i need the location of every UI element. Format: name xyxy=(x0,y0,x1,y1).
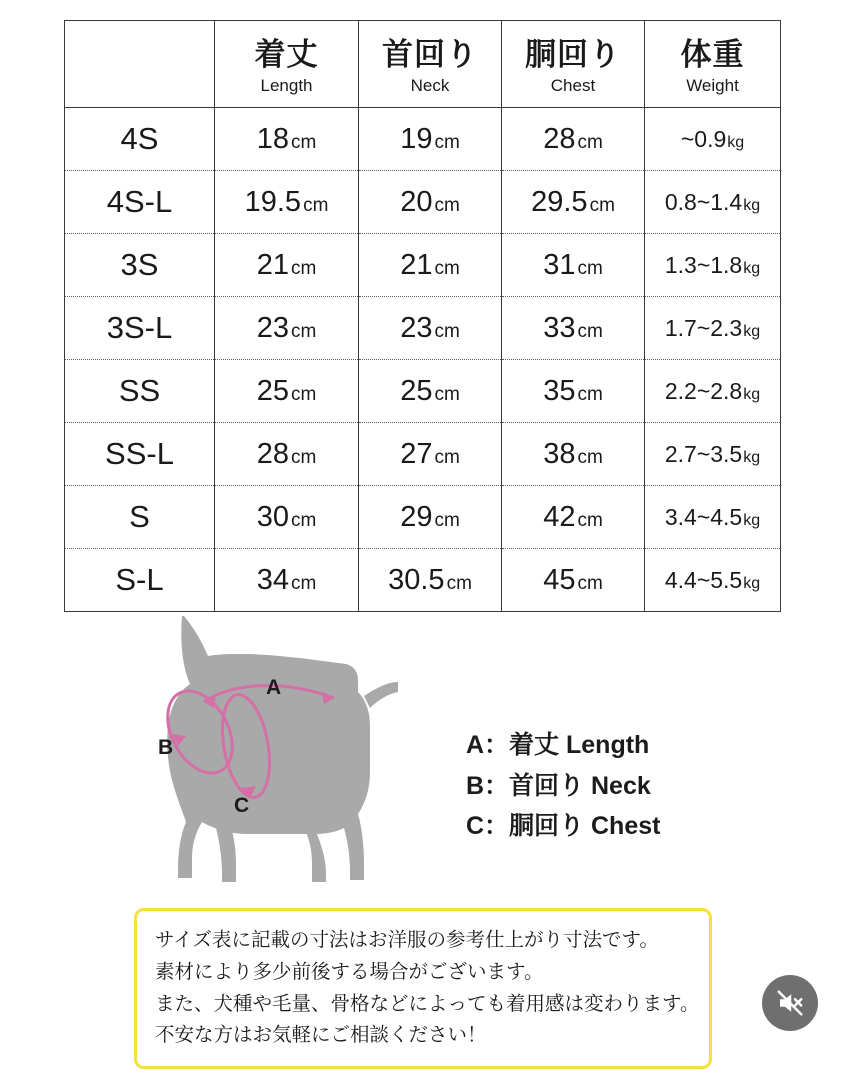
cell-weight-value: 0.8~1.4 xyxy=(664,188,743,215)
cell-weight xyxy=(645,423,781,486)
cell-neck xyxy=(359,108,502,171)
header-weight-en: Weight xyxy=(686,75,739,95)
table-row xyxy=(65,171,781,234)
cell-length xyxy=(215,360,359,423)
cell-size: SS-L xyxy=(65,423,215,486)
cell-chest-unit: cm xyxy=(577,446,603,468)
cell-neck-value: 21 xyxy=(400,248,433,281)
table-row xyxy=(65,234,781,297)
cell-chest-unit: cm xyxy=(577,257,603,279)
mute-button[interactable] xyxy=(762,975,818,1031)
cell-weight xyxy=(645,297,781,360)
cell-weight-unit: kg xyxy=(743,448,761,466)
dog-measurement-diagram xyxy=(120,596,450,896)
note-line-2: 素材により多少前後する場合がございます。 xyxy=(155,960,544,983)
table-row xyxy=(65,360,781,423)
cell-chest-value: 45 xyxy=(543,563,576,596)
cell-chest xyxy=(502,297,645,360)
measurement-legend xyxy=(466,725,660,847)
cell-length-value: 23 xyxy=(256,311,289,344)
cell-weight-value: 2.2~2.8 xyxy=(664,377,743,404)
dog-diagram-svg xyxy=(120,596,450,896)
cell-length xyxy=(215,108,359,171)
cell-weight-unit: kg xyxy=(743,196,761,214)
cell-length-value: 21 xyxy=(256,248,289,281)
cell-weight-value: 3.4~4.5 xyxy=(664,503,743,530)
cell-neck-value: 29 xyxy=(400,500,433,533)
cell-chest-unit: cm xyxy=(577,320,603,342)
cell-length-unit: cm xyxy=(290,572,317,594)
cell-neck-value: 23 xyxy=(400,311,433,344)
cell-weight-value: 1.3~1.8 xyxy=(664,251,743,278)
header-cell-blank xyxy=(65,21,215,108)
cell-neck-value: 25 xyxy=(400,374,433,407)
cell-chest-value: 38 xyxy=(543,437,576,470)
cell-chest-unit: cm xyxy=(577,383,603,405)
note-line-4: 不安な方はお気軽にご相談ください！ xyxy=(155,1024,487,1047)
cell-neck-unit: cm xyxy=(446,572,472,594)
cell-chest-unit: cm xyxy=(577,509,603,531)
cell-neck-unit: cm xyxy=(434,257,460,279)
cell-size: 3S xyxy=(65,234,215,297)
legend-item-b: B：首回り Neck xyxy=(466,771,651,800)
cell-length-unit: cm xyxy=(290,446,317,468)
cell-neck-unit: cm xyxy=(434,446,460,468)
cell-size: 4S xyxy=(65,108,215,171)
cell-neck-value: 30.5 xyxy=(388,563,445,596)
cell-neck-unit: cm xyxy=(434,383,460,405)
note-line-3: また、犬種や毛量、骨格などによっても着用感は変わります。 xyxy=(155,992,700,1015)
table-header-row xyxy=(65,21,781,108)
header-neck-jp: 首回り xyxy=(382,37,478,73)
header-weight-jp: 体重 xyxy=(680,37,745,73)
cell-length-unit: cm xyxy=(303,194,329,216)
cell-chest xyxy=(502,486,645,549)
cell-length-value: 34 xyxy=(256,563,289,596)
cell-chest-value: 35 xyxy=(543,374,576,407)
cell-neck-value: 27 xyxy=(400,437,433,470)
cell-length-value: 28 xyxy=(256,437,289,470)
cell-length xyxy=(215,171,359,234)
cell-length-value: 19.5 xyxy=(244,185,302,218)
cell-chest xyxy=(502,423,645,486)
cell-weight xyxy=(645,360,781,423)
diagram-label-b: B xyxy=(158,736,174,759)
cell-neck-unit: cm xyxy=(434,131,460,153)
cell-length xyxy=(215,423,359,486)
header-length-en: Length xyxy=(260,75,313,95)
cell-chest xyxy=(502,234,645,297)
cell-length-unit: cm xyxy=(290,257,317,279)
cell-weight-value: 4.4~5.5 xyxy=(664,566,743,593)
cell-length xyxy=(215,234,359,297)
header-cell-length xyxy=(215,21,359,108)
cell-chest-value: 28 xyxy=(543,122,576,155)
cell-weight-unit: kg xyxy=(743,385,761,403)
table-row xyxy=(65,486,781,549)
cell-size: 4S-L xyxy=(65,171,215,234)
cell-length-value: 25 xyxy=(256,374,289,407)
cell-length xyxy=(215,297,359,360)
cell-size: SS xyxy=(65,360,215,423)
header-cell-weight xyxy=(645,21,781,108)
table-row xyxy=(65,108,781,171)
cell-length-value: 30 xyxy=(256,500,289,533)
cell-chest-unit: cm xyxy=(577,131,603,153)
cell-chest xyxy=(502,171,645,234)
cell-weight-unit: kg xyxy=(743,511,761,529)
cell-chest xyxy=(502,360,645,423)
cell-weight-unit: kg xyxy=(743,574,761,592)
legend-item-c: C：胴回り Chest xyxy=(466,812,661,840)
cell-weight xyxy=(645,549,781,612)
cell-chest xyxy=(502,549,645,612)
cell-chest-value: 33 xyxy=(543,311,576,344)
diagram-label-c: C xyxy=(234,794,250,817)
cell-length-unit: cm xyxy=(290,320,317,342)
cell-length xyxy=(215,486,359,549)
cell-neck-value: 19 xyxy=(400,122,433,155)
cell-length-unit: cm xyxy=(290,131,317,153)
cell-length-unit: cm xyxy=(290,383,317,405)
cell-weight-unit: kg xyxy=(743,322,761,340)
cell-chest-unit: cm xyxy=(577,572,603,594)
speaker-muted-icon xyxy=(775,988,805,1018)
legend-item-a: A：着丈 Length xyxy=(466,731,650,759)
cell-size: S-L xyxy=(65,549,215,612)
cell-weight-unit: kg xyxy=(743,259,761,277)
table-row xyxy=(65,423,781,486)
table-row xyxy=(65,297,781,360)
cell-weight xyxy=(645,234,781,297)
dog-silhouette-icon xyxy=(167,616,398,882)
cell-chest-value: 31 xyxy=(543,248,576,281)
size-chart-table-container xyxy=(64,20,780,612)
cell-chest-value: 42 xyxy=(543,500,576,533)
cell-neck-unit: cm xyxy=(434,509,460,531)
cell-chest xyxy=(502,108,645,171)
cell-size: S xyxy=(65,486,215,549)
cell-neck-unit: cm xyxy=(434,320,460,342)
header-cell-chest xyxy=(502,21,645,108)
cell-length-unit: cm xyxy=(290,509,317,531)
cell-neck xyxy=(359,486,502,549)
header-chest-jp: 胴回り xyxy=(525,37,621,73)
cell-weight xyxy=(645,486,781,549)
cell-neck xyxy=(359,360,502,423)
size-chart-table xyxy=(64,20,781,612)
note-line-1: サイズ表に記載の寸法はお洋服の参考仕上がり寸法です。 xyxy=(155,929,659,951)
cell-neck xyxy=(359,234,502,297)
table-body xyxy=(65,108,781,612)
cell-weight xyxy=(645,108,781,171)
cell-size: 3S-L xyxy=(65,297,215,360)
cell-neck-unit: cm xyxy=(434,194,460,216)
note-box xyxy=(134,908,712,1069)
cell-weight-unit: kg xyxy=(727,133,745,151)
cell-chest-value: 29.5 xyxy=(531,185,588,218)
header-cell-neck xyxy=(359,21,502,108)
cell-neck xyxy=(359,297,502,360)
cell-weight-value: 1.7~2.3 xyxy=(664,314,743,341)
cell-weight-value: 2.7~3.5 xyxy=(664,440,743,467)
cell-length-value: 18 xyxy=(256,122,289,155)
cell-chest-unit: cm xyxy=(589,194,615,216)
header-neck-en: Neck xyxy=(410,75,450,95)
header-length-jp: 着丈 xyxy=(254,37,319,73)
cell-neck xyxy=(359,423,502,486)
cell-weight-value: ~0.9 xyxy=(680,125,727,152)
cell-weight xyxy=(645,171,781,234)
cell-neck-value: 20 xyxy=(400,185,433,218)
header-chest-en: Chest xyxy=(550,75,596,95)
diagram-label-a: A xyxy=(266,676,282,699)
cell-neck xyxy=(359,171,502,234)
